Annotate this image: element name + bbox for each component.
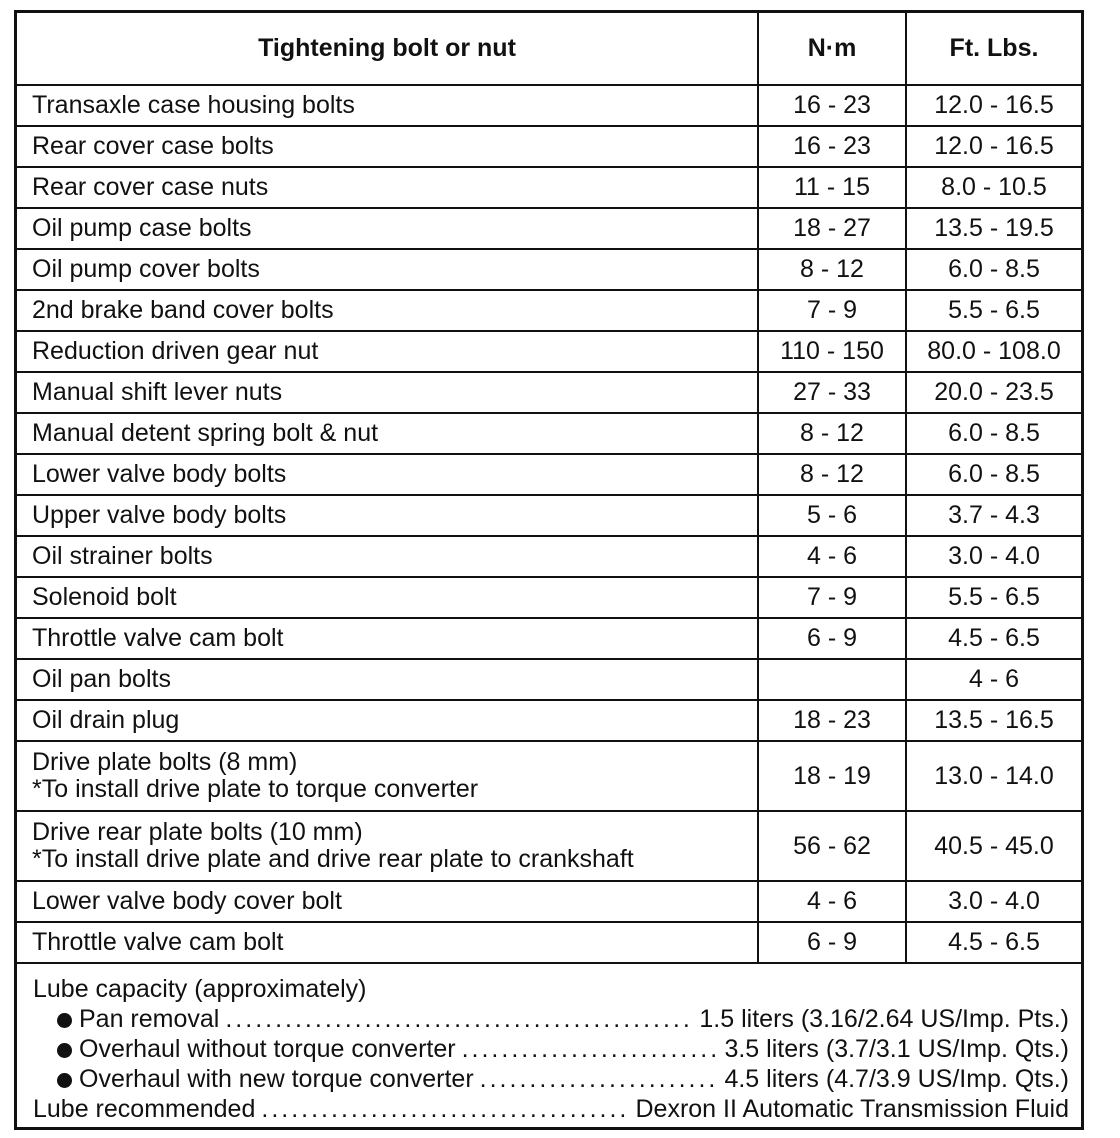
table-row bbox=[17, 249, 1081, 290]
bolt-name: Upper valve body bolts bbox=[32, 501, 287, 529]
bolt-name: Lower valve body bolts bbox=[32, 460, 287, 488]
table-row bbox=[17, 495, 1081, 536]
bolt-name: Drive plate bolts (8 mm) bbox=[32, 748, 298, 776]
torque-nm-cell: 8 - 12 bbox=[758, 249, 906, 290]
table-row bbox=[17, 85, 1081, 126]
torque-ftlbs-cell: 4.5 - 6.5 bbox=[906, 922, 1081, 963]
torque-ftlbs-cell: 13.5 - 16.5 bbox=[906, 700, 1081, 741]
bolt-name-cell bbox=[17, 659, 758, 700]
table-row bbox=[17, 700, 1081, 741]
table-row bbox=[17, 881, 1081, 922]
lube-item-label: Overhaul with new torque converter bbox=[79, 1065, 474, 1093]
torque-nm-cell bbox=[758, 659, 906, 700]
table-row bbox=[17, 454, 1081, 495]
bolt-name-cell bbox=[17, 454, 758, 495]
table-row bbox=[17, 372, 1081, 413]
bolt-name-cell bbox=[17, 577, 758, 618]
lube-item-label: Overhaul without torque converter bbox=[79, 1035, 456, 1063]
bolt-name: Solenoid bolt bbox=[32, 583, 177, 611]
bolt-name-cell bbox=[17, 495, 758, 536]
table-row bbox=[17, 331, 1081, 372]
table-body bbox=[17, 85, 1081, 963]
table-row bbox=[17, 659, 1081, 700]
torque-nm-cell: 18 - 23 bbox=[758, 700, 906, 741]
bolt-name-cell bbox=[17, 922, 758, 963]
torque-ftlbs-cell: 12.0 - 16.5 bbox=[906, 85, 1081, 126]
table-row bbox=[17, 536, 1081, 577]
bolt-name-cell bbox=[17, 167, 758, 208]
torque-nm-cell: 6 - 9 bbox=[758, 922, 906, 963]
lube-recommended-label: Lube recommended bbox=[33, 1095, 256, 1123]
bolt-name: Rear cover case nuts bbox=[32, 173, 269, 201]
bolt-name: Oil pump cover bolts bbox=[32, 255, 260, 283]
bolt-name-cell bbox=[17, 881, 758, 922]
table-row bbox=[17, 413, 1081, 454]
lube-capacity-title-text: Lube capacity (approximately) bbox=[33, 975, 367, 1003]
torque-spec-sheet bbox=[14, 10, 1084, 1130]
bolt-name: Throttle valve cam bolt bbox=[32, 928, 284, 956]
bolt-name: Reduction driven gear nut bbox=[32, 337, 319, 365]
bolt-name-cell bbox=[17, 413, 758, 454]
table-row bbox=[17, 811, 1081, 881]
bullet-icon bbox=[57, 1013, 72, 1028]
table-row bbox=[17, 741, 1081, 811]
torque-ftlbs-cell: 3.0 - 4.0 bbox=[906, 881, 1081, 922]
torque-ftlbs-cell: 13.5 - 19.5 bbox=[906, 208, 1081, 249]
bolt-name: Rear cover case bolts bbox=[32, 132, 274, 160]
torque-ftlbs-cell: 20.0 - 23.5 bbox=[906, 372, 1081, 413]
table-row bbox=[17, 577, 1081, 618]
dot-leader bbox=[225, 1004, 693, 1034]
torque-nm-cell: 56 - 62 bbox=[758, 811, 906, 881]
torque-nm-cell: 7 - 9 bbox=[758, 290, 906, 331]
torque-nm-cell: 5 - 6 bbox=[758, 495, 906, 536]
bolt-name: Throttle valve cam bolt bbox=[32, 624, 284, 652]
bolt-name-cell bbox=[17, 85, 758, 126]
torque-ftlbs-cell: 13.0 - 14.0 bbox=[906, 741, 1081, 811]
torque-spec-table bbox=[17, 13, 1081, 964]
torque-nm-cell: 110 - 150 bbox=[758, 331, 906, 372]
torque-ftlbs-cell: 3.7 - 4.3 bbox=[906, 495, 1081, 536]
torque-ftlbs-cell: 40.5 - 45.0 bbox=[906, 811, 1081, 881]
bolt-name-cell bbox=[17, 249, 758, 290]
torque-ftlbs-cell: 12.0 - 16.5 bbox=[906, 126, 1081, 167]
bolt-name-cell bbox=[17, 618, 758, 659]
table-row bbox=[17, 618, 1081, 659]
torque-ftlbs-cell: 3.0 - 4.0 bbox=[906, 536, 1081, 577]
bolt-name: Oil pump case bolts bbox=[32, 214, 252, 242]
lube-capacity-item bbox=[33, 1004, 1069, 1034]
torque-nm-cell: 27 - 33 bbox=[758, 372, 906, 413]
torque-nm-cell: 18 - 19 bbox=[758, 741, 906, 811]
lube-capacity-title bbox=[33, 974, 1069, 1004]
lube-item-value: 3.5 liters (3.7/3.1 US/Imp. Qts.) bbox=[724, 1035, 1069, 1063]
table-row bbox=[17, 208, 1081, 249]
bullet-icon bbox=[57, 1043, 72, 1058]
bolt-name: Drive rear plate bolts (10 mm) bbox=[32, 818, 363, 846]
bolt-name: Oil pan bolts bbox=[32, 665, 171, 693]
torque-nm-cell: 4 - 6 bbox=[758, 881, 906, 922]
lube-capacity-item bbox=[33, 1064, 1069, 1094]
bolt-name: Oil strainer bolts bbox=[32, 542, 213, 570]
torque-nm-cell: 6 - 9 bbox=[758, 618, 906, 659]
torque-nm-cell: 8 - 12 bbox=[758, 413, 906, 454]
lube-recommended-value: Dexron II Automatic Transmission Fluid bbox=[635, 1095, 1069, 1123]
lube-item-label: Pan removal bbox=[79, 1005, 220, 1033]
bolt-name: Transaxle case housing bolts bbox=[32, 91, 355, 119]
torque-ftlbs-cell: 8.0 - 10.5 bbox=[906, 167, 1081, 208]
torque-nm-cell: 16 - 23 bbox=[758, 85, 906, 126]
bolt-name-cell bbox=[17, 536, 758, 577]
table-row bbox=[17, 290, 1081, 331]
table-row bbox=[17, 922, 1081, 963]
lube-capacity-item bbox=[33, 1034, 1069, 1064]
torque-ftlbs-cell: 4.5 - 6.5 bbox=[906, 618, 1081, 659]
torque-nm-cell: 4 - 6 bbox=[758, 536, 906, 577]
torque-ftlbs-cell: 6.0 - 8.5 bbox=[906, 249, 1081, 290]
bolt-name-cell bbox=[17, 290, 758, 331]
torque-nm-cell: 7 - 9 bbox=[758, 577, 906, 618]
column-header-ftlbs: Ft. Lbs. bbox=[906, 13, 1081, 85]
table-header-row bbox=[17, 13, 1081, 85]
torque-nm-cell: 8 - 12 bbox=[758, 454, 906, 495]
bolt-name: Manual shift lever nuts bbox=[32, 378, 283, 406]
bolt-name: Oil drain plug bbox=[32, 706, 180, 734]
bolt-name-cell bbox=[17, 372, 758, 413]
torque-nm-cell: 18 - 27 bbox=[758, 208, 906, 249]
table-row bbox=[17, 167, 1081, 208]
torque-ftlbs-cell: 5.5 - 6.5 bbox=[906, 577, 1081, 618]
torque-nm-cell: 11 - 15 bbox=[758, 167, 906, 208]
column-header-item: Tightening bolt or nut bbox=[17, 13, 758, 85]
torque-ftlbs-cell: 6.0 - 8.5 bbox=[906, 413, 1081, 454]
torque-ftlbs-cell: 4 - 6 bbox=[906, 659, 1081, 700]
bolt-name: Manual detent spring bolt & nut bbox=[32, 419, 379, 447]
bolt-name-cell bbox=[17, 126, 758, 167]
lube-item-value: 4.5 liters (4.7/3.9 US/Imp. Qts.) bbox=[724, 1065, 1069, 1093]
bolt-name-cell bbox=[17, 331, 758, 372]
lube-section bbox=[17, 964, 1081, 1124]
column-header-nm: N·m bbox=[758, 13, 906, 85]
bolt-name-cell bbox=[17, 700, 758, 741]
lube-item-value: 1.5 liters (3.16/2.64 US/Imp. Pts.) bbox=[699, 1005, 1069, 1033]
bolt-name: Lower valve body cover bolt bbox=[32, 887, 342, 915]
dot-leader bbox=[261, 1094, 629, 1124]
bolt-note: *To install drive plate and drive rear plate to crankshaft bbox=[32, 845, 634, 873]
bolt-name: 2nd brake band cover bolts bbox=[32, 296, 334, 324]
dot-leader bbox=[480, 1064, 719, 1094]
lube-recommended bbox=[33, 1094, 1069, 1124]
torque-ftlbs-cell: 80.0 - 108.0 bbox=[906, 331, 1081, 372]
bullet-icon bbox=[57, 1073, 72, 1088]
torque-ftlbs-cell: 5.5 - 6.5 bbox=[906, 290, 1081, 331]
bolt-note: *To install drive plate to torque converter bbox=[32, 775, 479, 803]
table-row bbox=[17, 126, 1081, 167]
dot-leader bbox=[462, 1034, 719, 1064]
torque-ftlbs-cell: 6.0 - 8.5 bbox=[906, 454, 1081, 495]
bolt-name-cell bbox=[17, 208, 758, 249]
torque-nm-cell: 16 - 23 bbox=[758, 126, 906, 167]
bolt-name-cell bbox=[17, 741, 758, 811]
bolt-name-cell bbox=[17, 811, 758, 881]
